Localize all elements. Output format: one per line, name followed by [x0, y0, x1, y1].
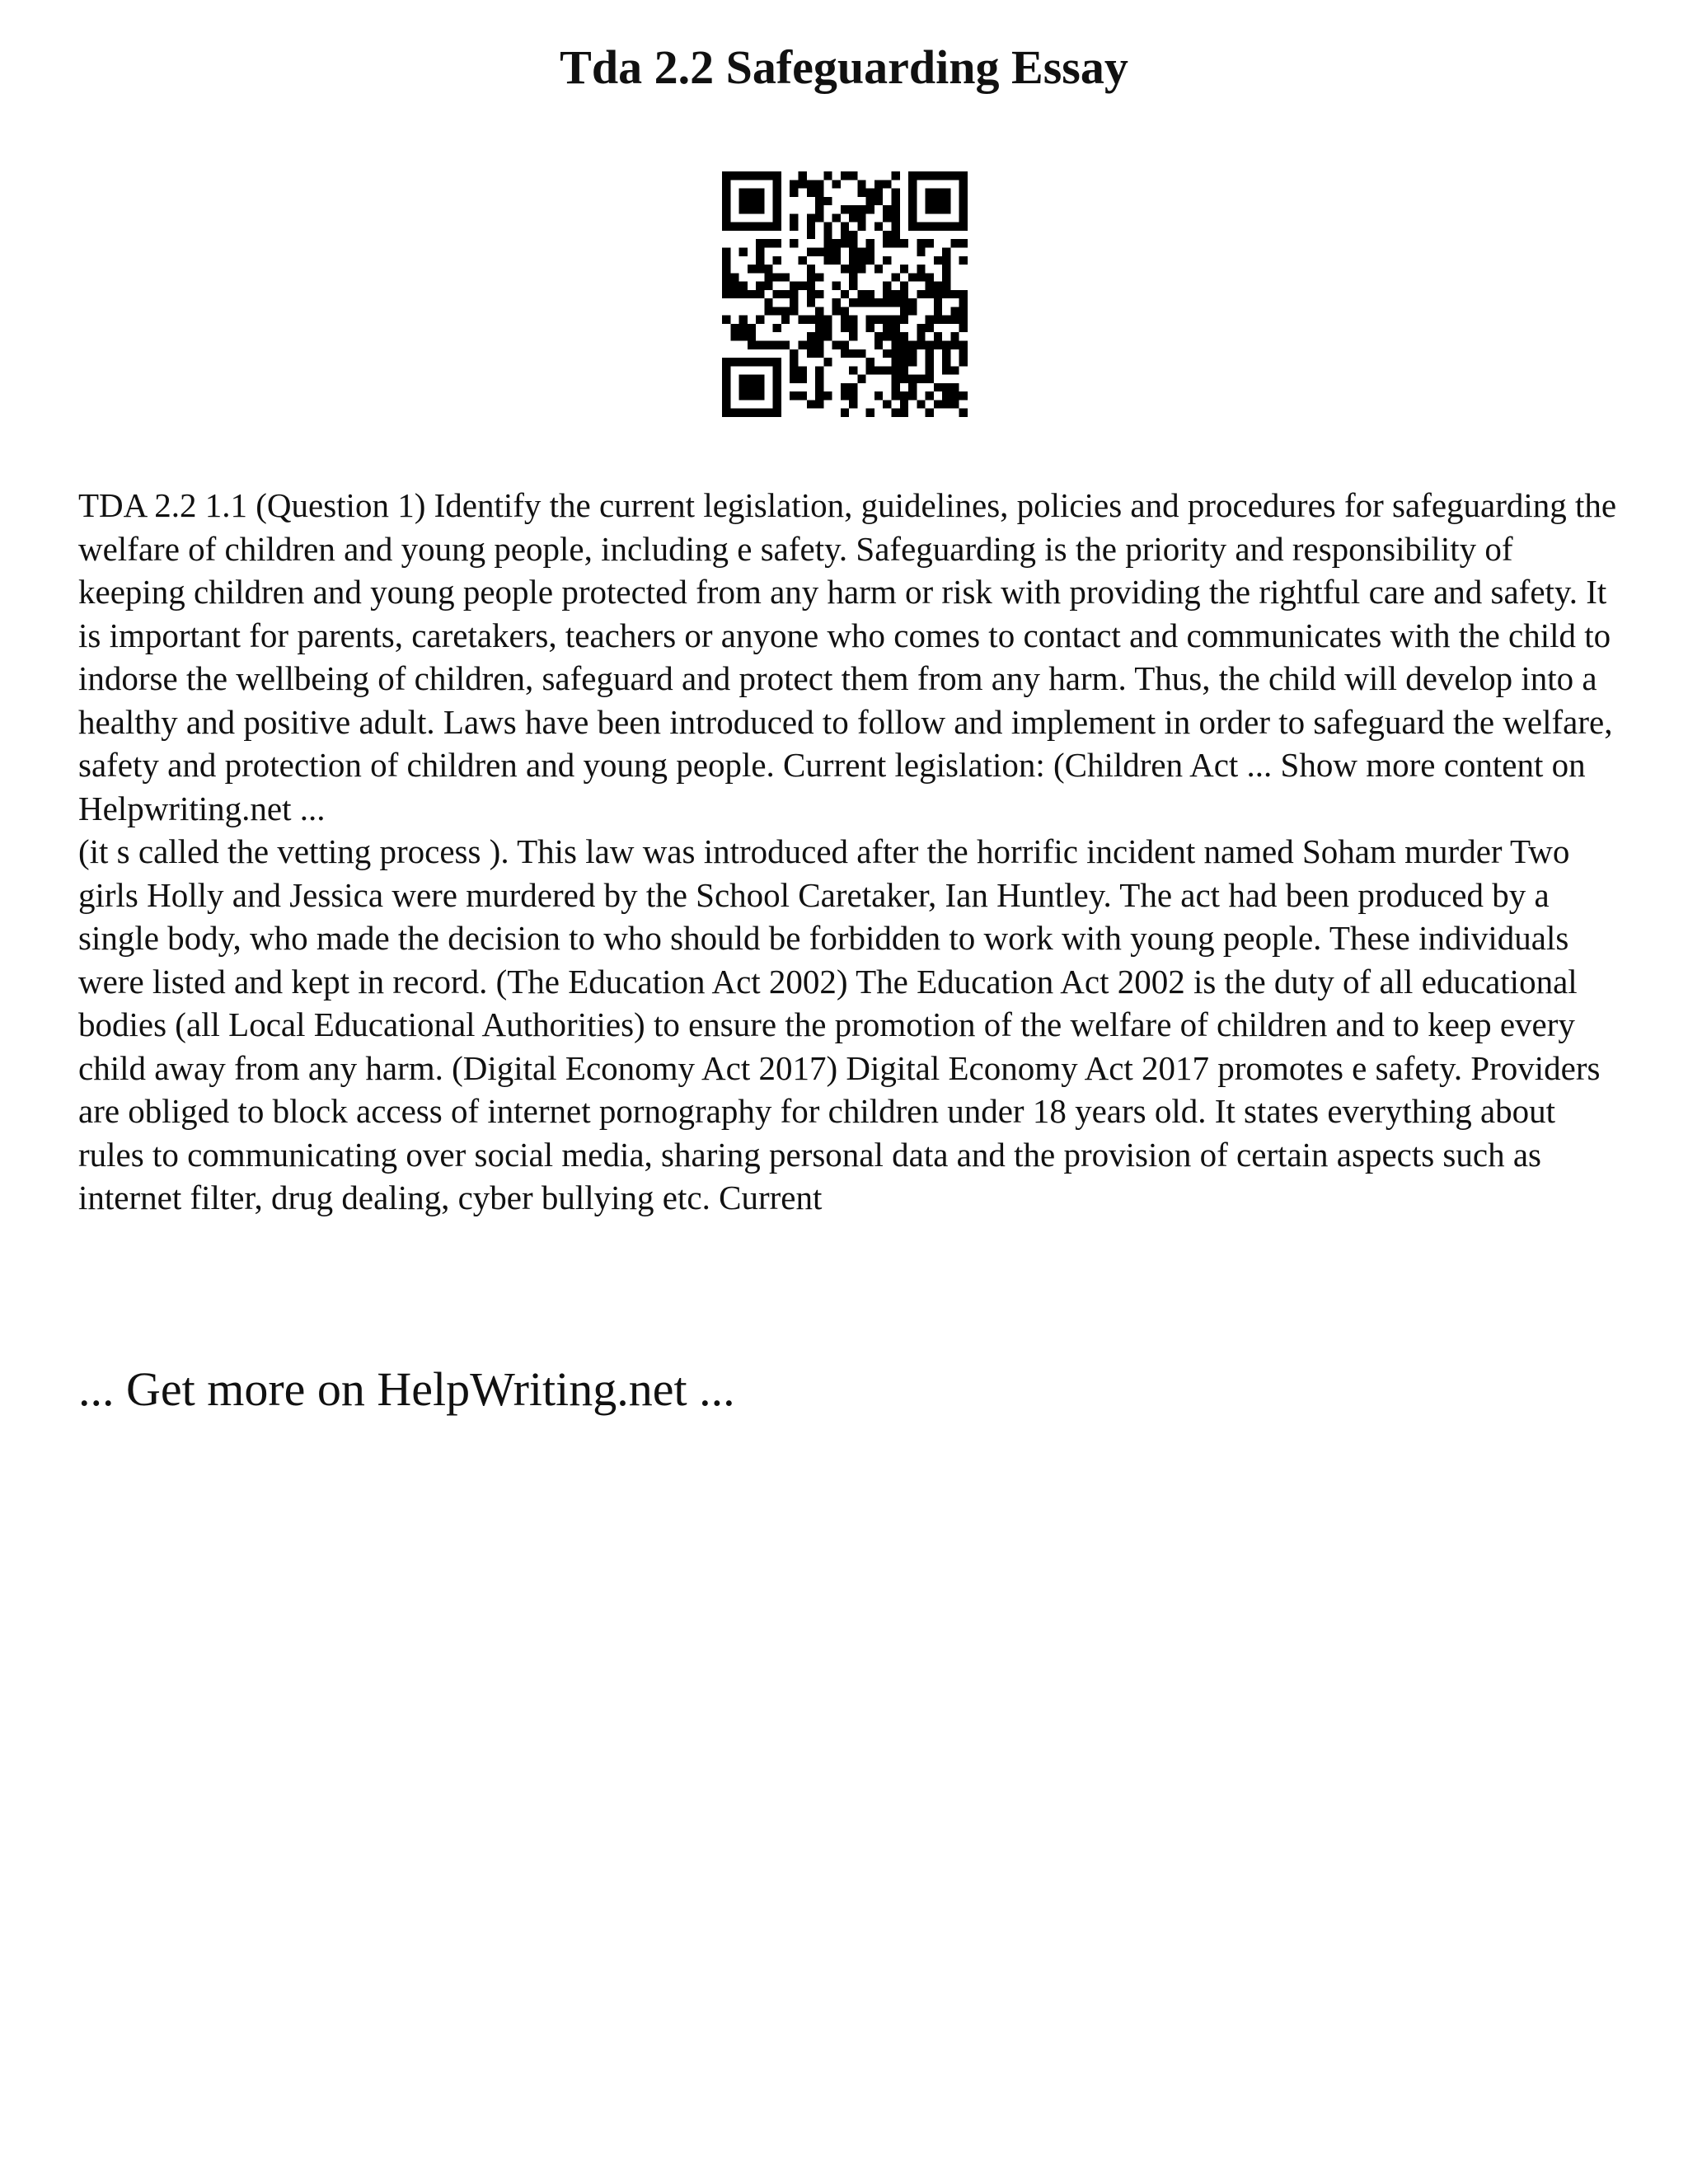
essay-paragraph-1: TDA 2.2 1.1 (Question 1) Identify the current legislation, guidelines, policies and procedures for safeguarding the welfare of children and young people, including e safety. Safeguarding is the priority and responsibility of keeping children and young people protected from any harm or risk with providing the rightful care and safety. It is important for parents, caretakers, teachers or anyone who comes to contact and communicates with the child to indorse the wellbeing of children, safeguard and protect them from any harm. Thus, the child will develop into a healthy and positive adult. Laws have been introduced to follow and implement in order to safeguard the welfare, safety and protection of children and young people. Current legislation: (Children Act ... Show more content on Helpwriting.net ...: [78, 486, 1617, 827]
document-title: Tda 2.2 Safeguarding Essay: [560, 40, 1128, 94]
essay-body: [78, 484, 1620, 1220]
essay-paragraph-2: (it s called the vetting process ). This law was introduced after the horrific incident named Soham murder Two girls Holly and Jessica were murdered by the School Caretaker, Ian Huntley. The act had been produced by a single body, who made the decision to who should be forbidden to work with young people. These individuals were listed and kept in record. (The Education Act 2002) The Education Act 2002 is the duty of all educational bodies (all Local Educational Authorities) to ensure the promotion of the welfare of children and to keep every child away from any harm. (Digital Economy Act 2017) Digital Economy Act 2017 promotes e safety. Providers are obliged to block access of internet pornography for children under 18 years old. It states everything about rules to communicating over social media, sharing personal data and the provision of certain aspects such as internet filter, drug dealing, cyber bullying etc. Current: [78, 832, 1601, 1216]
qr-code-icon: [722, 171, 968, 417]
get-more-link[interactable]: ... Get more on HelpWriting.net ...: [78, 1362, 735, 1416]
